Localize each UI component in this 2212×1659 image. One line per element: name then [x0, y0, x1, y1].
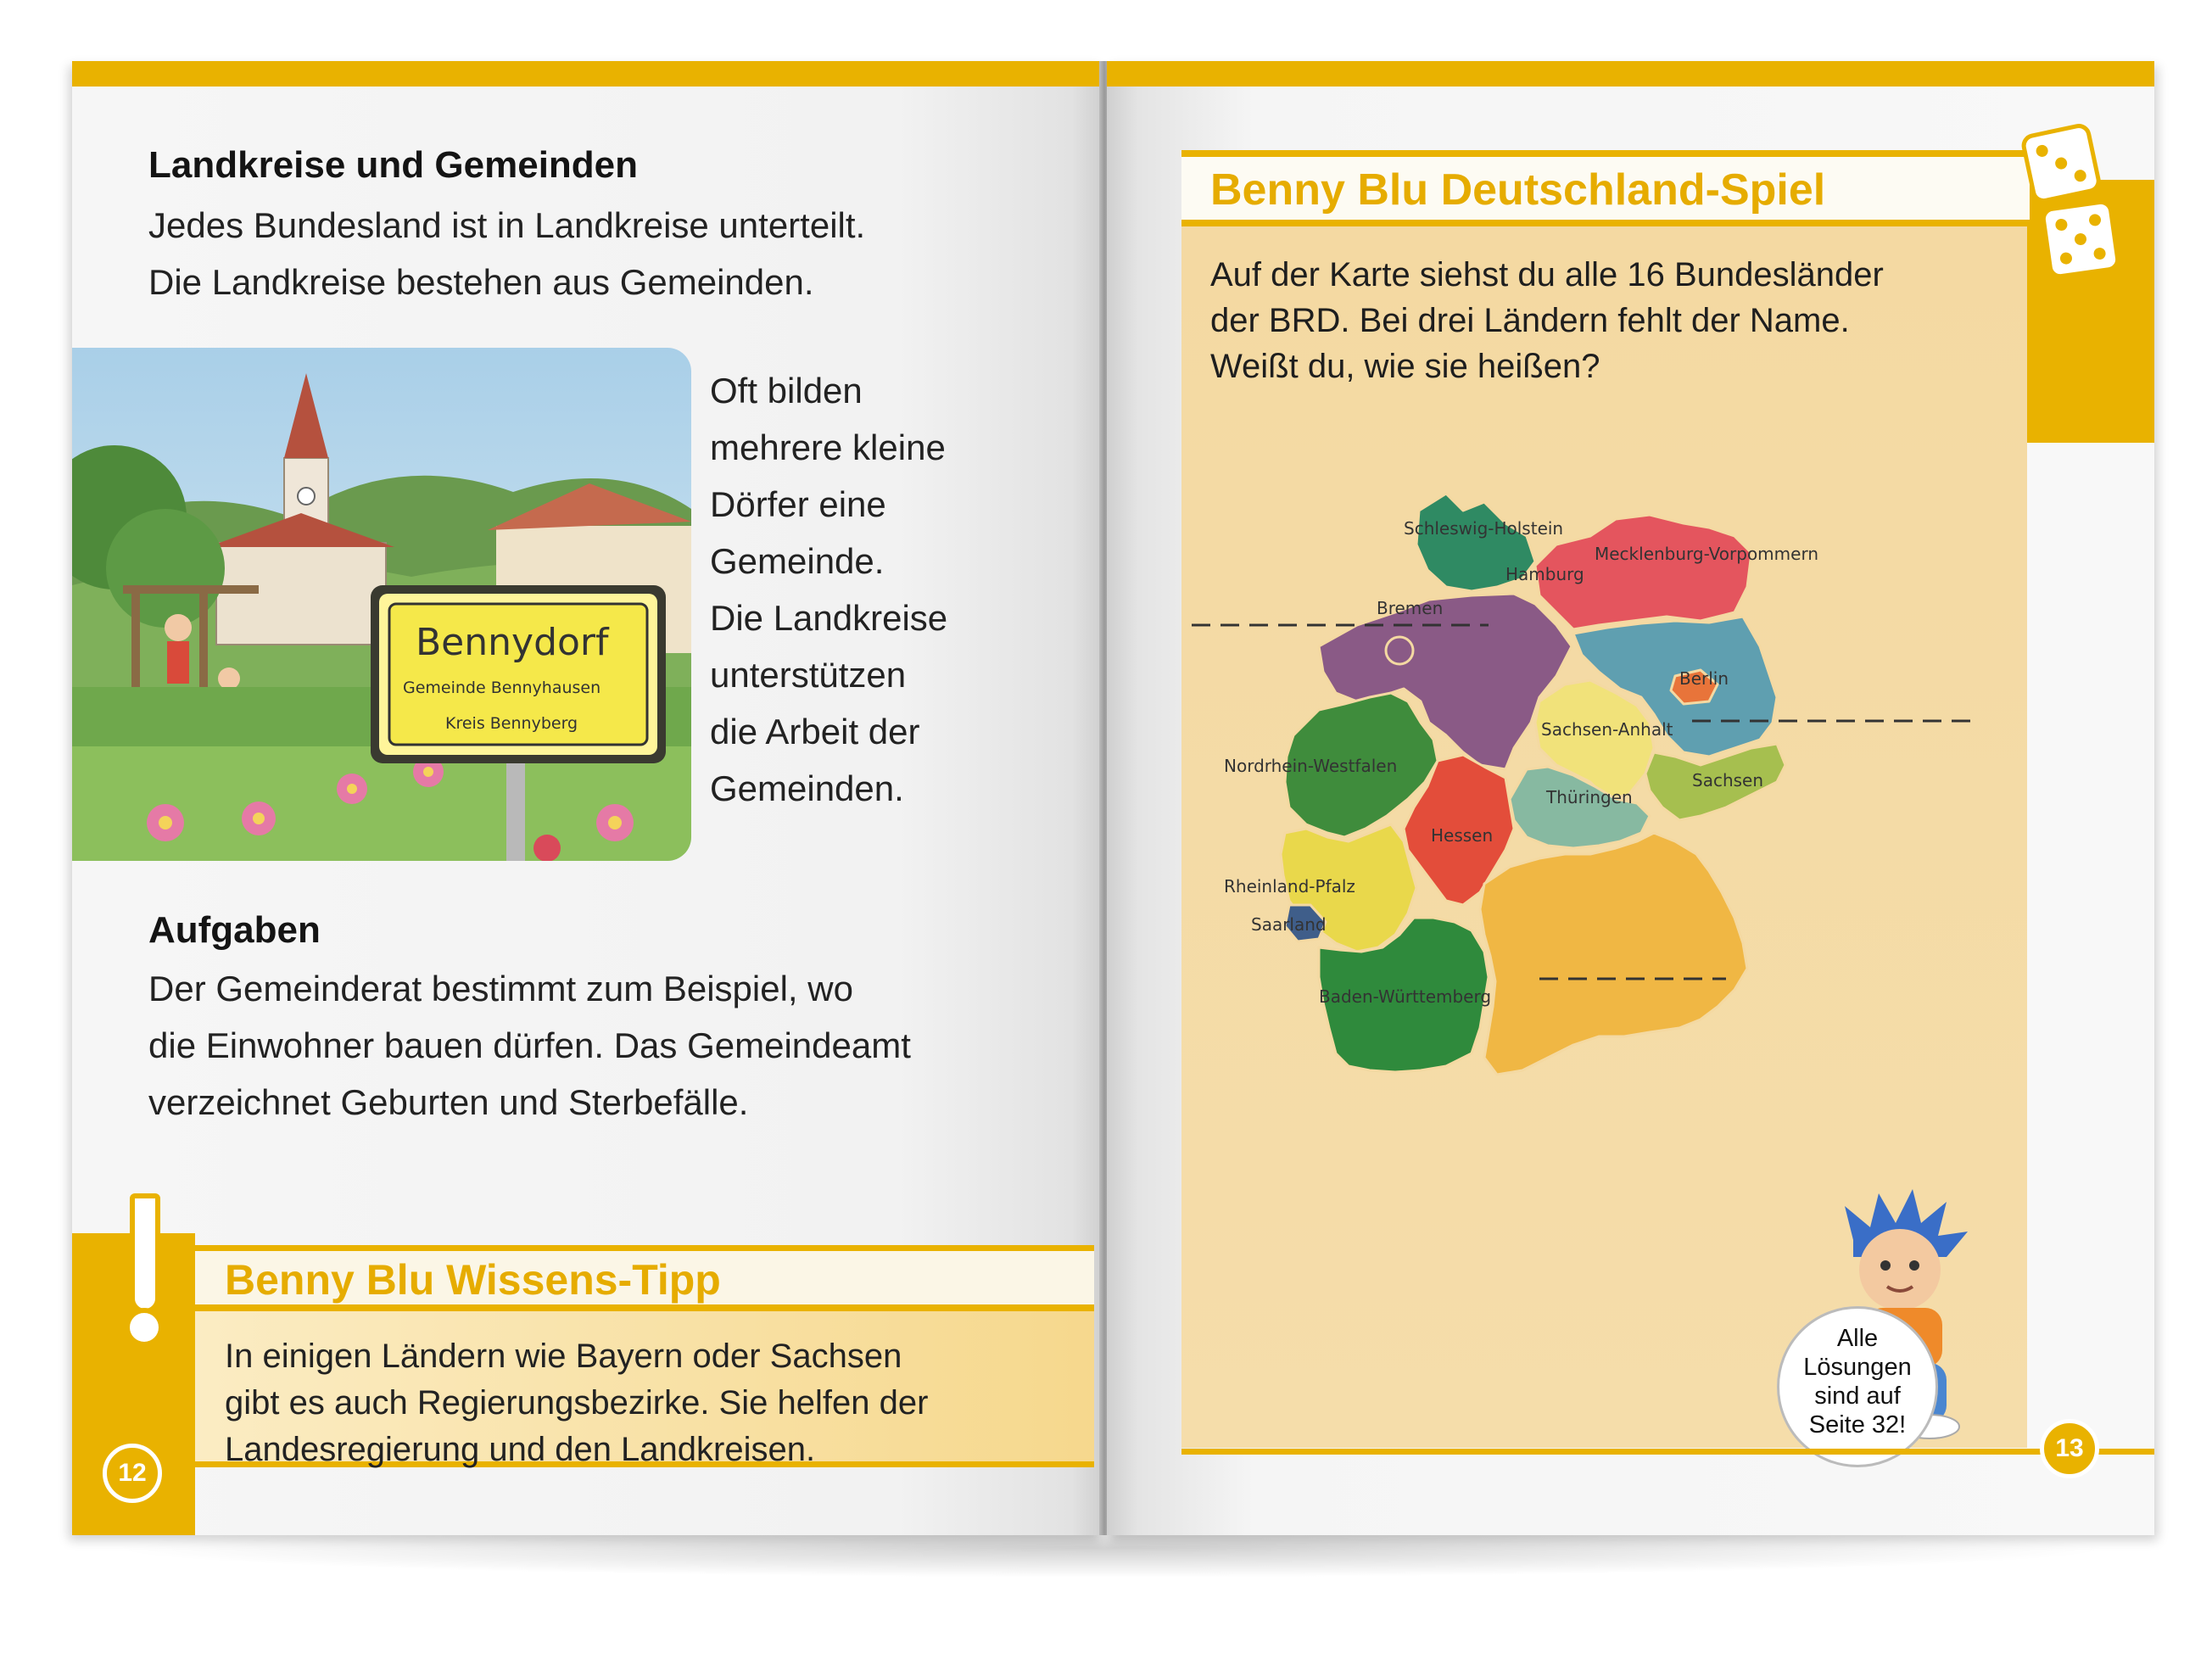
label-sachsen: Sachsen [1692, 770, 1764, 790]
side-line: Die Landkreise [710, 598, 948, 638]
heading-aufgaben: Aufgaben [148, 909, 321, 951]
tipp-line: gibt es auch Regierungsbezirke. Sie helfen der [225, 1384, 929, 1422]
sign-municipality: Gemeinde Bennyhausen [403, 679, 601, 697]
intro-line: Auf der Karte siehst du alle 16 Bundesländer [1210, 256, 1884, 293]
village-illustration [72, 348, 691, 861]
side-line: die Arbeit der [710, 712, 920, 751]
right-page [1107, 61, 2154, 1535]
label-nordrhein-westfalen: Nordrhein-Westfalen [1224, 756, 1398, 776]
sign-district: Kreis Bennyberg [445, 714, 578, 733]
page-number: 13 [2040, 1419, 2099, 1478]
paragraph-line: die Einwohner bauen dürfen. Das Gemeindeamt [148, 1025, 911, 1065]
exclamation-icon [130, 1193, 160, 1314]
page-number: 12 [103, 1444, 162, 1503]
label-mecklenburg-vorpommern: Mecklenburg-Vorpommern [1595, 544, 1818, 564]
bubble-line: Lösungen [1803, 1354, 1912, 1381]
paragraph-line: Jedes Bundesland ist in Landkreise unterteilt. [148, 205, 866, 245]
side-line: Oft bilden [710, 371, 863, 411]
tipp-text [225, 1333, 928, 1473]
spiel-title: Benny Blu Deutschland-Spiel [1210, 165, 1826, 215]
label-hessen: Hessen [1431, 825, 1494, 846]
germany-map [1192, 443, 2023, 1291]
side-line: unterstützen [710, 655, 907, 695]
paragraph-line: Der Gemeinderat bestimmt zum Beispiel, wo [148, 969, 853, 1008]
side-paragraph [710, 362, 947, 817]
label-rheinland-pfalz: Rheinland-Pfalz [1224, 876, 1355, 897]
side-line: mehrere kleine [710, 427, 946, 467]
label-schleswig-holstein: Schleswig-Holstein [1404, 518, 1564, 539]
label-saarland: Saarland [1251, 914, 1327, 935]
exclamation-dot-icon [125, 1308, 164, 1347]
heading-landkreise: Landkreise und Gemeinden [148, 144, 639, 186]
bubble-line: Seite 32! [1808, 1411, 1907, 1438]
state-bremen [1386, 637, 1413, 664]
paragraph-line: Die Landkreise bestehen aus Gemeinden. [148, 262, 814, 302]
label-hamburg: Hamburg [1505, 564, 1584, 584]
left-page [72, 61, 1103, 1535]
paragraph-landkreise [148, 197, 865, 310]
state-bayern [1480, 833, 1747, 1075]
side-line: Gemeinde. [710, 541, 885, 581]
label-sachsen-anhalt: Sachsen-Anhalt [1541, 719, 1673, 740]
solutions-bubble [1777, 1306, 1938, 1467]
label-thueringen: Thüringen [1546, 787, 1633, 807]
spiel-intro [1210, 252, 1884, 389]
top-accent-strip [72, 61, 1103, 87]
label-baden-wuerttemberg: Baden-Württemberg [1319, 986, 1492, 1007]
paragraph-line: verzeichnet Geburten und Sterbefälle. [148, 1082, 749, 1122]
village-scene-image [72, 348, 691, 861]
label-bremen: Bremen [1377, 598, 1444, 618]
intro-line: der BRD. Bei drei Ländern fehlt der Name. [1210, 302, 1850, 339]
bubble-line: sind auf [1814, 1382, 1901, 1410]
label-berlin: Berlin [1679, 668, 1729, 689]
intro-line: Weißt du, wie sie heißen? [1210, 348, 1600, 385]
bubble-line: Alle [1836, 1325, 1879, 1352]
sign-title: Bennydorf [416, 621, 609, 664]
side-line: Dörfer eine [710, 484, 886, 524]
paragraph-aufgaben [148, 960, 911, 1131]
dice-icon [2013, 112, 2131, 282]
footer-line [1181, 1449, 2154, 1455]
side-line: Gemeinden. [710, 768, 904, 808]
top-accent-strip [1107, 61, 2154, 87]
tipp-line: Landesregierung und den Landkreisen. [225, 1431, 816, 1468]
tipp-line: In einigen Ländern wie Bayern oder Sachsen [225, 1338, 902, 1375]
tipp-title: Benny Blu Wissens-Tipp [225, 1256, 721, 1304]
